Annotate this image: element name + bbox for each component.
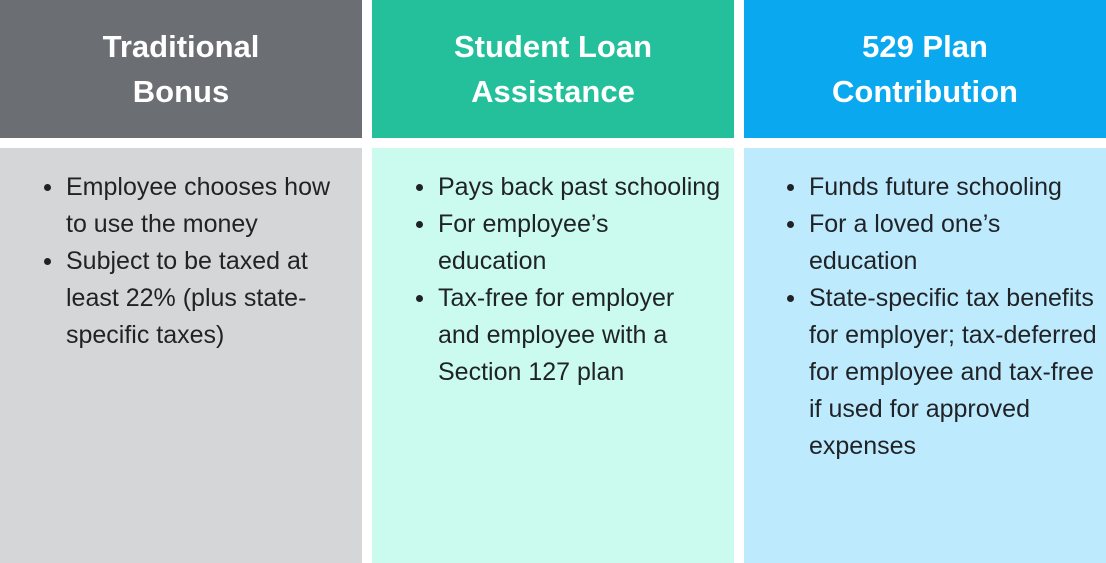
list-item: Employee chooses how to use the money bbox=[66, 169, 362, 243]
column-title-line: Student Loan bbox=[453, 29, 653, 64]
column-title-line: Assistance bbox=[471, 74, 635, 109]
list-item: Tax-free for employer and employee with a Section 127 plan bbox=[438, 280, 734, 391]
bullet-list bbox=[372, 148, 734, 391]
list-item: State-specific tax benefits for employer; tax-deferred for employee and tax-free if used for approved expenses bbox=[809, 280, 1106, 465]
column-header bbox=[0, 0, 362, 138]
column-body bbox=[372, 148, 734, 563]
bullet-list bbox=[744, 148, 1106, 465]
column-title-line: Traditional bbox=[102, 29, 260, 64]
column-header bbox=[744, 0, 1106, 138]
column-student-loan-assistance bbox=[372, 0, 734, 563]
list-item: For a loved one’s education bbox=[809, 206, 1106, 280]
bullet-list bbox=[0, 148, 362, 354]
column-529-plan-contribution bbox=[744, 0, 1106, 563]
column-header bbox=[372, 0, 734, 138]
list-item: Funds future schooling bbox=[809, 169, 1106, 206]
column-title-line: Bonus bbox=[132, 74, 230, 109]
column-traditional-bonus bbox=[0, 0, 362, 563]
list-item: Pays back past schooling bbox=[438, 169, 734, 206]
column-title-line: Contribution bbox=[832, 74, 1018, 109]
list-item: For employee’s education bbox=[438, 206, 734, 280]
column-body bbox=[0, 148, 362, 563]
column-body bbox=[744, 148, 1106, 563]
list-item: Subject to be taxed at least 22% (plus state-specific taxes) bbox=[66, 243, 362, 354]
column-title-line: 529 Plan bbox=[862, 29, 988, 64]
